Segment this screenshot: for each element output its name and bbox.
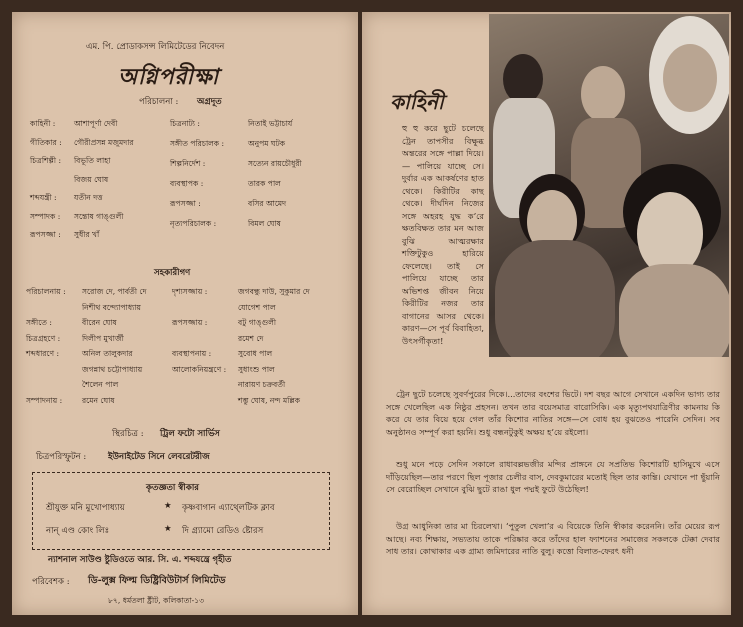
credit-name: জগবন্ধু দাউ, সুকুমার দে [238, 287, 310, 296]
lab-label: চিত্রপরিস্ফুটন : [36, 452, 87, 462]
credit-role: রূপসজ্জা : [170, 199, 201, 208]
credit-role: রূপসজ্জা : [30, 230, 61, 239]
thanks-item: নান্‌ এণ্ড কোং লিঃ [46, 526, 110, 536]
story-paragraph: ট্রেন ছুটে চলেছে সুবর্ণপুরের দিকে।...তাদের বংশের ভিটে। দশ বছর আগে সেখানে একদিন ভাগ্য তার সঙ্গে খেলেছিল এক নিষ্ঠুর প্রহসন। তখন তার বয়েসমাত্র বারোসিকি। এক মৃত্যুপথযাত্রিণীর কামনায় কি করে যে তার বিয়ে হয়ে গেল তাঁর কিশোর নাতির সঙ্গে—সে বোধ হয় বুঝতেও পারেনি সেদিন। সব অনুষ্ঠানও সম্পূর্ণ করা হয়নি। শুধু বন্ধনটুকুই অক্ষয় হ’য়ে রইলো। [386, 389, 720, 437]
presenter-line: এম. পি. প্রোডাকসন্স লিমিটেডের নিবেদন [86, 42, 225, 52]
credit-role: রূপসজ্জায় : [172, 318, 208, 327]
credit-name: সুধীর খাঁ [74, 230, 100, 239]
credit-role: আলোকনিয়ন্ত্রণে : [172, 364, 227, 374]
star-icon: ★ [164, 501, 172, 511]
elder-woman-figure [663, 44, 717, 112]
credit-role: চিত্রগ্রহণে : [26, 333, 61, 343]
story-heading: কাহিনী [390, 90, 444, 114]
credit-name: বীরেন ঘোষ [82, 318, 117, 327]
credit-name: বিমল ঘোষ [248, 219, 281, 228]
credit-role: সম্পাদনায় : [26, 395, 63, 405]
credit-role: শব্দধারণে : [26, 349, 60, 358]
credit-name: শৈলেন পাল [82, 380, 119, 389]
distributor-address: ৮৭, ধর্মতলা ষ্ট্রীট, কলিকাতা-১৩ [108, 596, 205, 605]
credit-role: পরিচালনায় : [26, 287, 66, 296]
credit-name: যতীন দত্ত [74, 193, 103, 202]
credit-name: সন্তোষ গাঙ্গুলী [74, 211, 124, 221]
credit-role: চিত্রশিল্পী : [30, 156, 62, 165]
film-still-photo [489, 14, 729, 357]
credit-role: গীতিকার : [30, 137, 62, 147]
right-page [362, 12, 731, 615]
credit-name: গৌরীপ্রসন্ন মজুমদার [74, 137, 134, 147]
recording-note: ন্যাশনাল সাউণ্ড ষ্টুডিওতে আর. সি. এ. শব্দযন্ত্রে গৃহীত [48, 555, 232, 565]
credit-role: কাহিনী : [30, 119, 56, 128]
credit-name: শম্ভু ঘোষ, নন্দ মল্লিক [238, 395, 301, 405]
credit-role: সঙ্গীতে : [26, 318, 52, 327]
credit-name: সত্যেন রায়চৌধুরী [248, 159, 302, 168]
man-figure [581, 66, 625, 122]
thanks-heading: কৃতজ্ঞতা স্বীকার [146, 483, 199, 493]
credit-role: দৃশ্যসজ্জায় : [172, 287, 208, 296]
story-paragraph: উগ্র আধুনিকা তার মা চিরলেখা। ‘পুতুল খেলা’র এ বিয়েকে তিনি স্বীকার করেননি। তাঁর মেয়ের রূপ আছে। নব্য শিক্ষায়, সভ্যতায় তাকে পরিষ্কার করে তাঁদের হাল ফ্যাশনের সমাজের সকলকে টেক্কা দেবার সাধ তার। কোথাকার এক গ্রাম্য জমিদারের নাতি বুলু। কত্তো বিলাত-ফেরৎ ধনী [386, 521, 720, 556]
credit-name: সুধাংশু পাল [238, 364, 275, 374]
young-woman-figure [619, 264, 729, 357]
credit-name: যোগেশ পাল [238, 302, 276, 312]
credit-name: নারায়ণ চক্রবর্তী [238, 380, 286, 389]
star-icon: ★ [164, 524, 172, 534]
credit-name: জগন্নাথ চট্টোপাধ্যায় [82, 364, 143, 374]
credit-name: নিশীথ বন্দ্যোপাধ্যায় [82, 302, 141, 312]
lab-name: ইউনাইটেড সিনে লেবরেটরীজ [108, 452, 210, 462]
girl-figure [503, 54, 543, 104]
film-title: অগ্নিপরীক্ষা [118, 64, 220, 90]
credit-role: সঙ্গীত পরিচালক : [170, 139, 225, 148]
woman-figure [495, 240, 615, 357]
credit-name: নিতাই ভট্টাচার্য [248, 119, 293, 128]
credit-name: দিলীপ মুখার্জী [82, 333, 124, 343]
left-page [12, 12, 358, 615]
credit-name: তারক পাল [248, 179, 281, 188]
credit-name: বটু গাঙ্গুলী [238, 318, 277, 327]
stills-label: স্থিরচিত্র : [112, 429, 144, 439]
distributor-label: পরিবেশক : [32, 577, 70, 587]
credit-name: অনিল তালুকদার [82, 349, 133, 358]
credit-name: বিজয় ঘোষ [74, 174, 109, 184]
credit-role: শব্দযন্ত্রী : [30, 193, 57, 202]
thanks-item: দি গ্র্যামো রেডিও ষ্টোরস [182, 526, 264, 536]
credit-role: সম্পাদক : [30, 211, 61, 221]
credit-name: আশাপূর্ণা দেবী [74, 119, 118, 128]
distributor-name: ডি-লুক্স ফিল্ম ডিষ্ট্রিবিউটার্স লিমিটেড [88, 575, 226, 586]
credit-role: ব্যবস্থাপনায় : [172, 349, 212, 358]
credit-role: চিত্রনাট্য : [170, 119, 200, 128]
credit-name: সরোজ দে, পার্বতী দে [82, 287, 147, 296]
direction-name: অগ্রদূত [197, 97, 222, 107]
credit-name: বসির আমেদ [248, 199, 287, 208]
direction-label: পরিচালনা : [139, 97, 179, 107]
credit-name: বিভূতি লাহা [74, 156, 111, 165]
credit-role: শিল্পনির্দেশ : [170, 159, 206, 168]
assistants-heading: সহকারীগণ [154, 268, 191, 278]
credit-role: ব্যবস্থাপক : [170, 179, 204, 188]
credit-name: রমেশ দে [238, 333, 264, 343]
credit-name: অনুপম ঘটক [248, 139, 286, 148]
story-column-text: হু হু করে ছুটে চলেছে ট্রেন তাপসীর বিক্ষুব্ধ অন্তরের সঙ্গে পাল্লা দিয়ে। — পালিয়ে যাচ্ছে সে। দুর্বার এক আকর্ষণের হাত থেকে। কিরীটির কাছ থেকে। দীর্ঘদিন নিজের সঙ্গে অহরহ যুদ্ধ ক’রে ক্ষতবিক্ষত তার মন আজ বুঝি আত্মরক্ষার শক্তিটুকুও হারিয়ে ফেলেছে। তাই সে পালিয়ে যাচ্ছে তার অভিশপ্ত জীবন নিয়ে কিরীটির নজর তার বাগানের আসর থেকে। কারণ—সে পূর্ব বিবাহিতা, উৎসর্গীকৃতা! [402, 123, 484, 346]
credit-role: নৃত্যপরিচালক : [170, 219, 217, 228]
credit-name: রমেন ঘোষ [82, 395, 115, 405]
thanks-item: শ্রীযুক্ত মনি মুখোপাধ্যায় [46, 503, 125, 513]
credit-name: সুবোধ পাল [238, 349, 273, 358]
stills-name: ট্রিল ফটো সার্ভিস [160, 429, 220, 439]
story-paragraph: শুধু মনে পড়ে সেদিন সকালে রাধাবল্লভজীর মন্দির প্রাঙ্গনে যে সপ্রতিভ কিশোরটি হাসিমুখে এসে দাঁড়িয়েছিল—তার পরণে ছিল পূজার চেলীর বাস, দেবকুমারের মতোই ছিল তার কান্তি। যেখানে পা ছুঁয়ানি সে বেরোচ্ছিল সেখানে বুঝি ছুটে রাঙা ধুল পদ্মই ফুটে উঠেছিল! [386, 459, 720, 494]
thanks-item: কৃষ্ণবাগান এ্যাথ্লেটিক ক্লাব [182, 503, 275, 513]
